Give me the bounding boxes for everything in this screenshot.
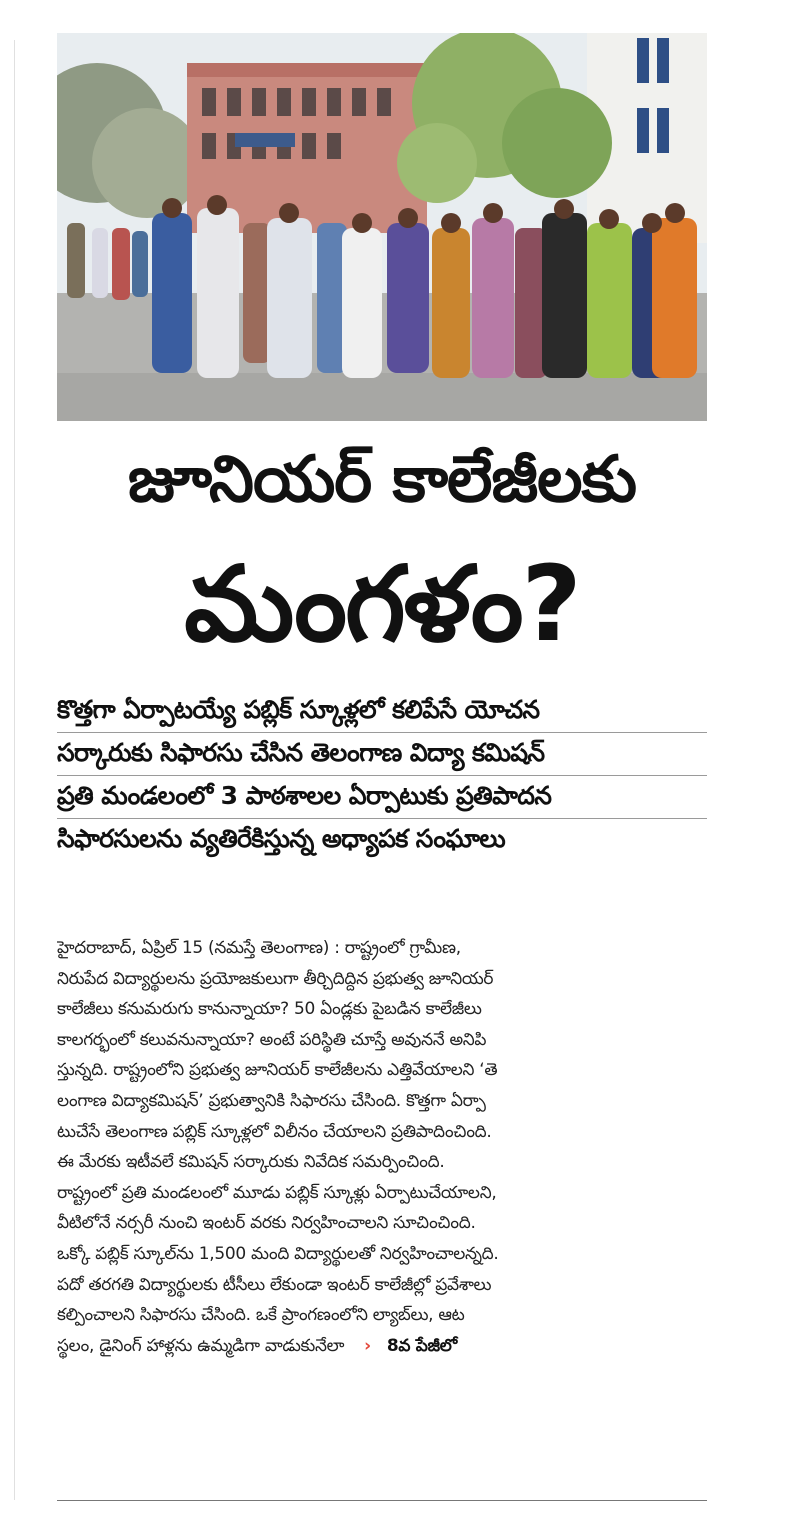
article-line: పదో తరగతి విద్యార్థులకు టీసీలు లేకుండా ఇంటర్ కాలేజీల్లో ప్రవేశాలు <box>57 1274 492 1295</box>
sub-headlines <box>57 690 707 861</box>
article-line: హైదరాబాద్, ఏప్రిల్ 15 (నమస్తే తెలంగాణ) : రాష్ట్రంలో గ్రామీణ, <box>57 938 461 958</box>
sub-headline: సర్కారుకు సిఫారసు చేసిన తెలంగాణ విద్యా కమిషన్ <box>57 732 707 775</box>
bottom-divider <box>57 1500 707 1501</box>
article-line: నిరుపేద విద్యార్థులను ప్రయోజకులుగా తీర్చిదిద్దిన ప్రభుత్వ జూనియర్ <box>57 968 494 989</box>
headline-line-2: మంగళం? <box>184 543 580 665</box>
article-line: టుచేసే తెలంగాణ పబ్లిక్ స్కూళ్లలో విలీనం చేయాలని ప్రతిపాదించింది. <box>57 1121 492 1142</box>
continuation-arrow-icon: › <box>364 1335 371 1356</box>
column-rule <box>14 40 15 1500</box>
article-line: వీటిలోనే నర్సరీ నుంచి ఇంటర్ వరకు నిర్వహించాలని సూచించింది. <box>57 1213 476 1234</box>
headline-line-1: జూనియర్ కాలేజీలకు <box>127 443 637 517</box>
article-line: కాలగర్భంలో కలువనున్నాయా? అంటే పరిస్థితి చూస్తే అవుననే అనిపి <box>57 1029 487 1050</box>
news-photo <box>57 33 707 421</box>
article-line: స్థలం, డైనింగ్ హాళ్లను ఉమ్మడిగా వాడుకునేలా <box>57 1335 345 1356</box>
article-body <box>57 933 707 1361</box>
sub-headline: సిఫారసులను వ్యతిరేకిస్తున్న అధ్యాపక సంఘాలు <box>57 818 707 861</box>
article-line: రాష్ట్రంలో ప్రతి మండలంలో మూడు పబ్లిక్ స్కూళ్లు ఏర్పాటుచేయాలని, <box>57 1182 497 1203</box>
article-line: ఈ మేరకు ఇటీవలే కమిషన్ సర్కారుకు నివేదిక సమర్పించింది. <box>57 1152 445 1173</box>
article-line: స్తున్నది. రాష్ట్రంలోని ప్రభుత్వ జూనియర్ కాలేజీలను ఎత్తివేయాలని ‘తె <box>57 1060 498 1081</box>
sub-headline: కొత్తగా ఏర్పాటయ్యే పబ్లిక్ స్కూళ్లలో కలిపేసే యోచన <box>57 695 540 724</box>
article-line: ఒక్కో పబ్లిక్ స్కూల్‌ను 1,500 మంది విద్యార్థులతో నిర్వహించాలన్నది. <box>57 1243 499 1264</box>
article-line: లంగాణ విద్యాకమిషన్’ ప్రభుత్వానికి సిఫారసు చేసింది. కొత్తగా ఏర్పా <box>57 1090 486 1111</box>
article-line: కల్పించాలని సిఫారసు చేసింది. ఒకే ప్రాంగణంలోని ల్యాబ్‌లు, ఆట <box>57 1305 465 1326</box>
article-line: కాలేజీలు కనుమరుగు కానున్నాయా? 50 ఏండ్లకు పైబడిన కాలేజీలు <box>57 999 482 1020</box>
continuation-label[interactable]: 8వ పేజీలో <box>386 1335 457 1356</box>
article-line-last <box>57 1331 707 1362</box>
sub-headline: ప్రతి మండలంలో 3 పాఠశాలల ఏర్పాటుకు ప్రతిపాదన <box>57 775 707 818</box>
